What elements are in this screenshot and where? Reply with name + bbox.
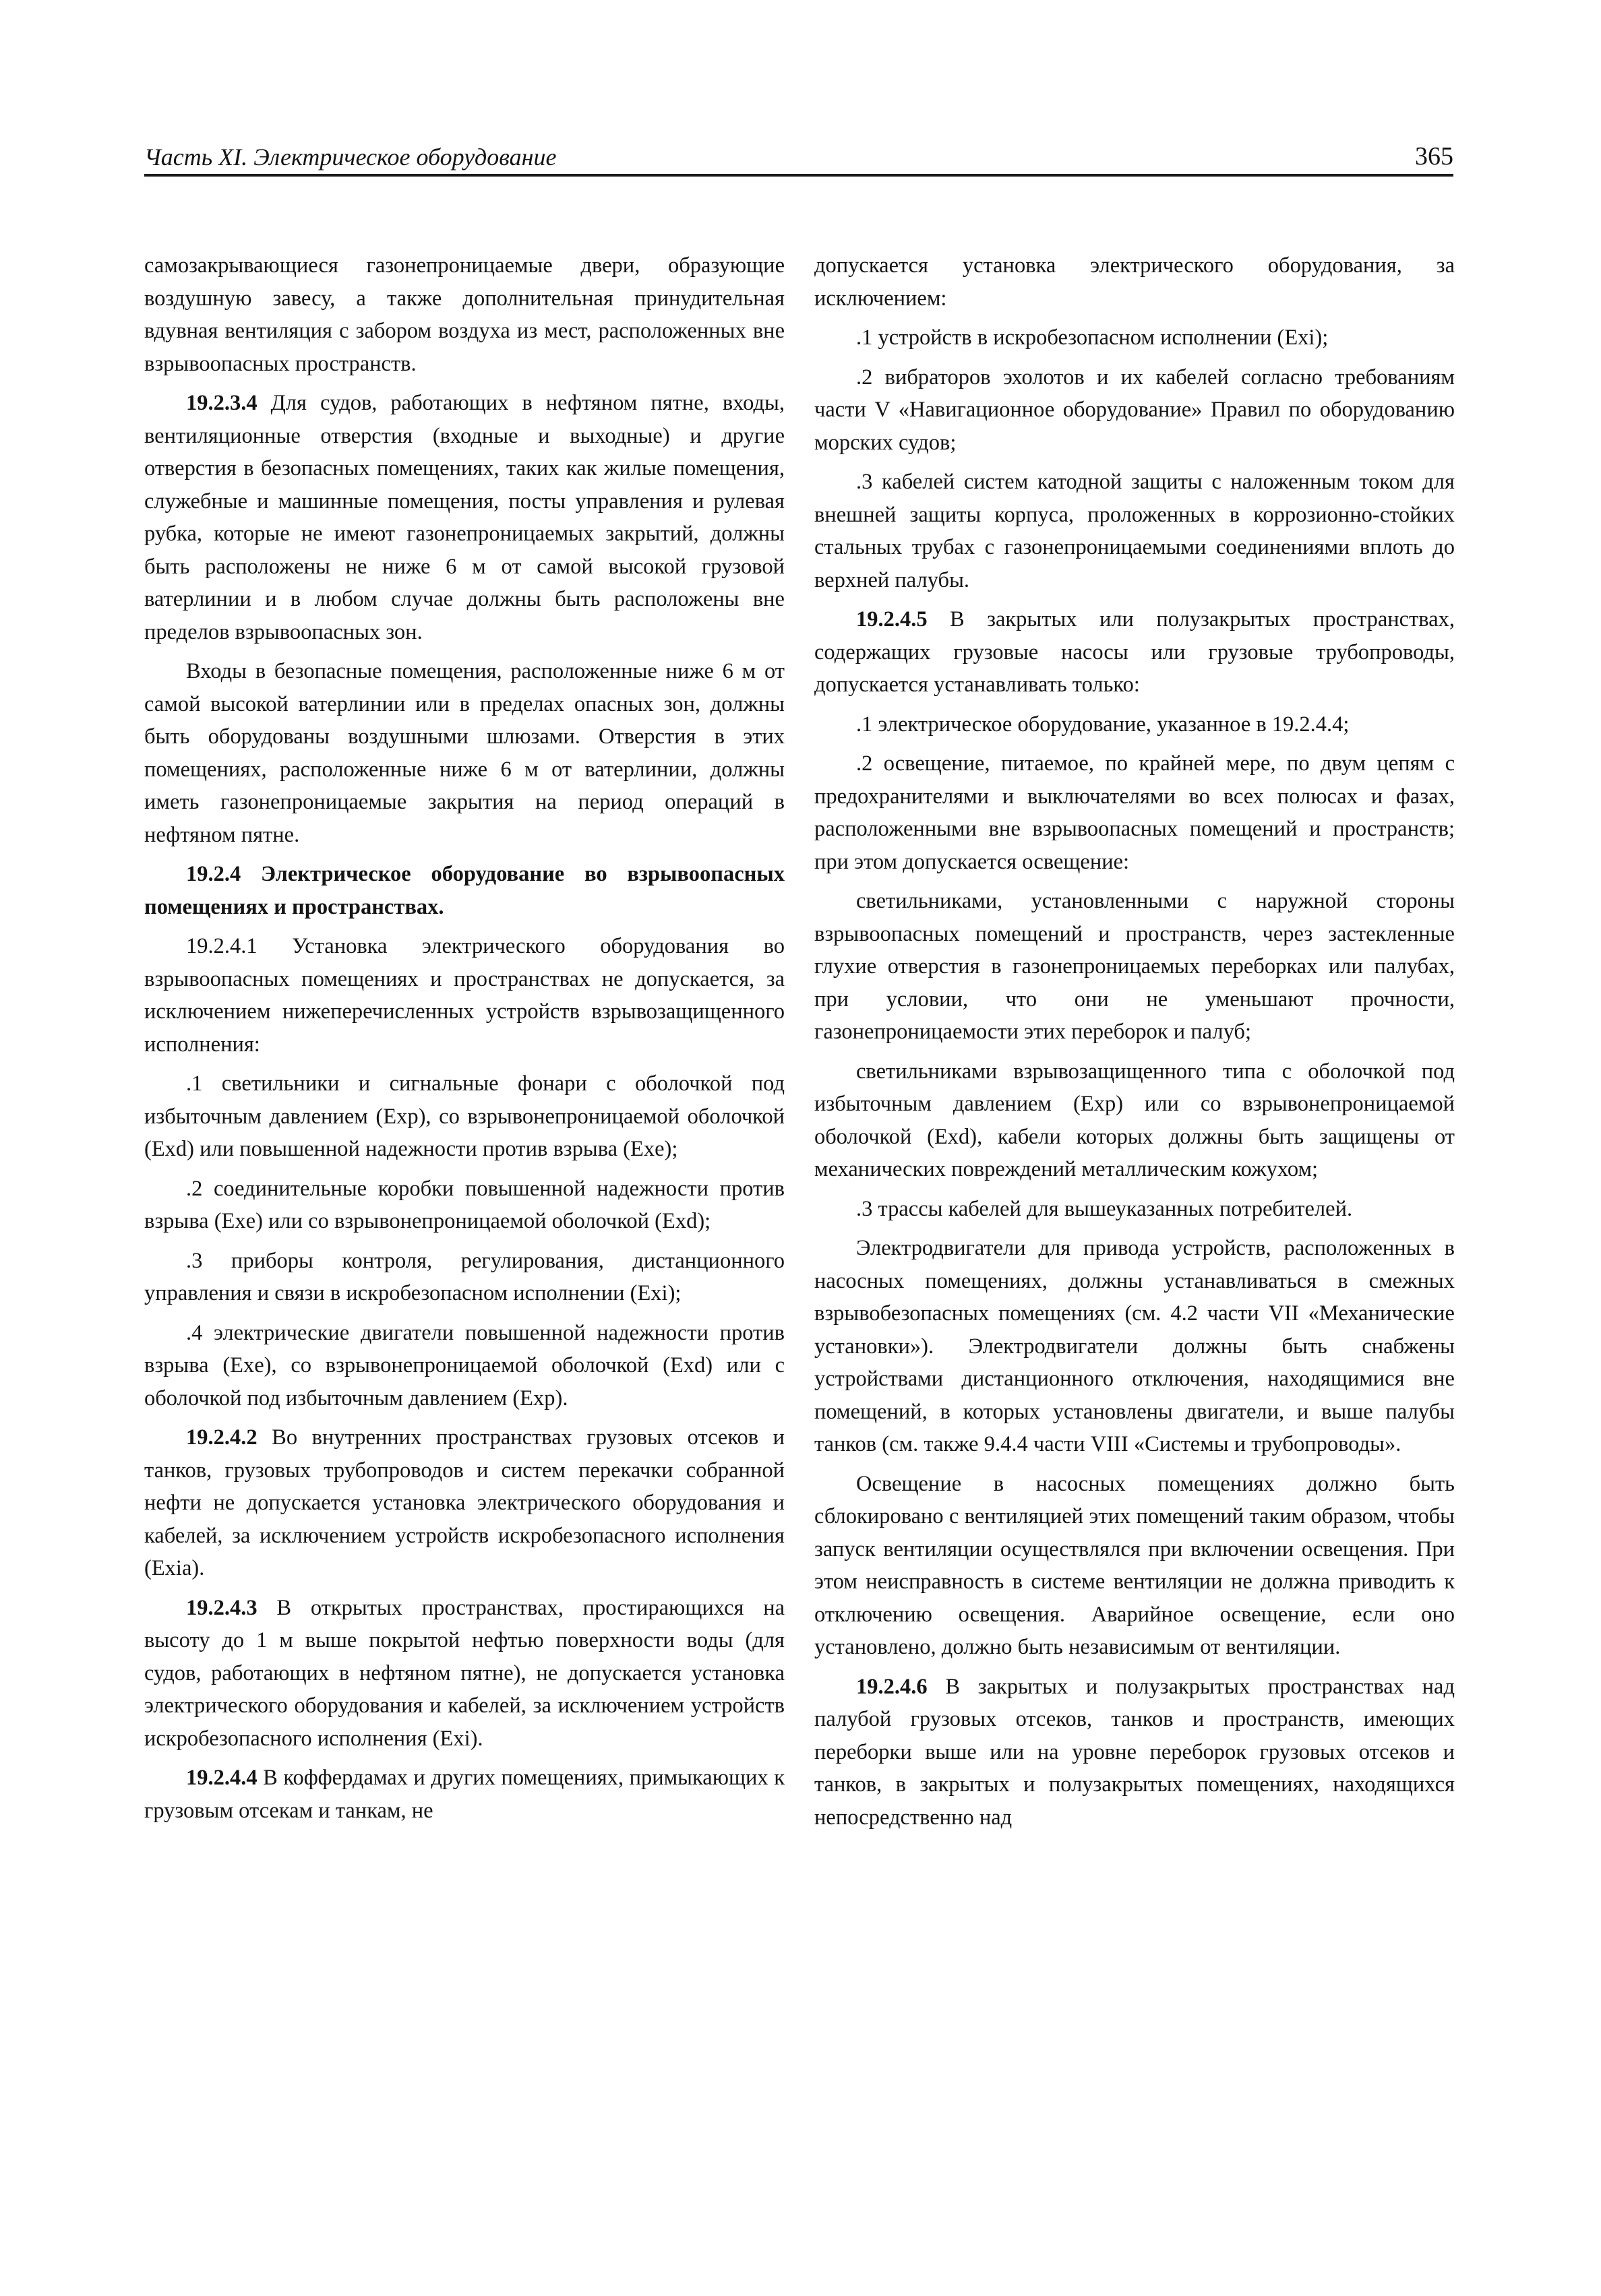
left-column xyxy=(144,249,785,1827)
paragraph: Электродвигатели для привода устройств, расположенных в насосных помещениях, должны устанавливаться в смежных взрывобезопасных помещениях (см. 4.2 части VII «Механические установки»). Электродвигатели должны быть снабжены устройствами дистанционного отключения, находящимися вне помещений, в которых установлены двигатели, и выше палубы танков (см. также 9.4.4 части VIII «Системы и трубопроводы». xyxy=(814,1236,1455,1456)
clause-number: 19.2.4.4 xyxy=(186,1766,258,1790)
paragraph: светильниками взрывозащищенного типа с оболочкой под избыточным давлением (Exp) или со взрывонепроницаемой оболочкой (Exd), кабели которых должны быть защищены от механических повреждений металлическим кожухом; xyxy=(814,1059,1455,1181)
paragraph: В закрытых и полузакрытых пространствах над палубой грузовых отсеков, танков и пространств, имеющих переборки выше или на уровне переборок грузовых отсеков и танков, в закрытых и полузакрытых помещениях, находящихся непосредственно над xyxy=(814,1674,1455,1830)
paragraph: допускается установка электрического оборудования, за исключением: xyxy=(814,253,1455,311)
paragraph: В открытых пространствах, простирающихся на высоту до 1 м выше покрытой нефтью поверхности воды (для судов, работающих в нефтяном пятне), не допускается установка электрического оборудования и кабелей, за исключением устройств искробезопасного исполнения (Exi). xyxy=(144,1595,785,1751)
clause-number: 19.2.4.1 xyxy=(186,934,258,958)
clause-19-2-4-3 xyxy=(144,1592,785,1756)
header-title: Часть XI. Электрическое оборудование xyxy=(144,144,557,170)
list-item: .3 трассы кабелей для вышеуказанных потребителей. xyxy=(856,1196,1353,1221)
clause-number: 19.2.3.4 xyxy=(186,391,258,415)
clause-number: 19.2.4.3 xyxy=(186,1595,258,1620)
list-item: .1 электрическое оборудование, указанное в 19.2.4.4; xyxy=(856,712,1350,737)
list-item: .3 кабелей систем катодной защиты с наложенным током для внешней защиты корпуса, проложенных в коррозионно-стойких стальных трубах с газонепроницаемыми соединениями вплоть до верхней палубы. xyxy=(814,470,1455,592)
paragraph: Входы в безопасные помещения, расположенные ниже 6 м от самой высокой ватерлинии или в пределах опасных зон, должны быть оборудованы воздушными шлюзами. Отверстия в этих помещениях, расположенные ниже 6 м от ватерлинии, должны иметь газонепроницаемые закрытия на период операций в нефтяном пятне. xyxy=(144,659,785,847)
right-column xyxy=(814,249,1455,1834)
paragraph: В коффердамах и других помещениях, примыкающих к грузовым отсекам и танкам, не xyxy=(144,1766,785,1823)
paragraph: Во внутренних пространствах грузовых отсеков и танков, грузовых трубопроводов и систем перекачки собранной нефти не допускается установка электрического оборудования и кабелей, за исключением устройств искробезопасного исполнения (Exia). xyxy=(144,1425,785,1580)
clause-number: 19.2.4.2 xyxy=(186,1425,258,1450)
list-item: .2 вибраторов эхолотов и их кабелей согласно требованиям части V «Навигационное оборудование» Правил по оборудованию морских судов; xyxy=(814,365,1455,455)
clause-19-2-4-1 xyxy=(144,930,785,1061)
paragraph: Для судов, работающих в нефтяном пятне, входы, вентиляционные отверстия (входные и выходные) и другие отверстия в безопасных помещениях, таких как жилые помещения, служебные и машинные помещения, посты управления и рулевая рубка, которые не имеют газонепроницаемых закрытий, должны быть расположены не ниже 6 м от самой высокой грузовой ватерлинии и в любом случае должны быть расположены вне пределов взрывоопасных зон. xyxy=(144,391,785,644)
section-heading: 19.2.4 Электрическое оборудование во взрывоопасных помещениях и пространствах. xyxy=(144,862,785,919)
clause-19-2-4-4 xyxy=(144,1762,785,1827)
clause-number: 19.2.4.5 xyxy=(856,607,928,631)
page-number: 365 xyxy=(1415,142,1453,170)
clause-number: 19.2.4.6 xyxy=(856,1674,928,1699)
paragraph: светильниками, установленными с наружной стороны взрывоопасных помещений и пространств, через застекленные глухие отверстия в газонепроницаемых переборках или палубах, при условии, что они не уменьшают прочности, газонепроницаемости этих переборок и палуб; xyxy=(814,889,1455,1044)
clause-19-2-3-4 xyxy=(144,387,785,648)
clause-19-2-4-2 xyxy=(144,1421,785,1585)
paragraph: Освещение в насосных помещениях должно быть сблокировано с вентиляцией этих помещений таким образом, чтобы запуск вентиляции осуществлялся при включении освещения. При этом неисправность в системе вентиляции не должна приводить к отключению освещения. Аварийное освещение, если оно установлено, должно быть независимым от вентиляции. xyxy=(814,1471,1455,1659)
list-item: .3 приборы контроля, регулирования, дистанционного управления и связи в искробезопасном исполнении (Exi); xyxy=(144,1248,785,1305)
clause-19-2-4-6 xyxy=(814,1671,1455,1834)
clause-19-2-4-5 xyxy=(814,603,1455,702)
paragraph: Установка электрического оборудования во взрывоопасных помещениях и пространствах не допускается, за исключением нижеперечисленных устройств взрывозащищенного исполнения: xyxy=(144,934,785,1057)
list-item: .2 соединительные коробки повышенной надежности против взрыва (Exe) или со взрывонепроницаемой оболочкой (Exd); xyxy=(144,1176,785,1233)
list-item: .1 устройств в искробезопасном исполнении (Exi); xyxy=(856,325,1329,350)
running-header xyxy=(144,135,1453,177)
list-item: .4 электрические двигатели повышенной надежности против взрыва (Exe), со взрывонепроницаемой оболочкой (Exd) или с оболочкой под избыточным давлением (Exp). xyxy=(144,1320,785,1410)
paragraph: самозакрывающиеся газонепроницаемые двери, образующие воздушную завесу, а также дополнительная принудительная вдувная вентиляция с забором воздуха из мест, расположенных вне взрывоопасных пространств. xyxy=(144,253,785,376)
paragraph: В закрытых или полузакрытых пространствах, содержащих грузовые насосы или грузовые трубопроводы, допускается устанавливать только: xyxy=(814,607,1455,697)
list-item: .1 светильники и сигнальные фонари с оболочкой под избыточным давлением (Exp), со взрывонепроницаемой оболочкой (Exd) или повышенной надежности против взрыва (Exe); xyxy=(144,1072,785,1161)
list-item: .2 освещение, питаемое, по крайней мере, по двум цепям с предохранителями и выключателями во всех полюсах и фазах, расположенными вне взрывоопасных помещений и пространств; при этом допускается освещение: xyxy=(814,751,1455,874)
